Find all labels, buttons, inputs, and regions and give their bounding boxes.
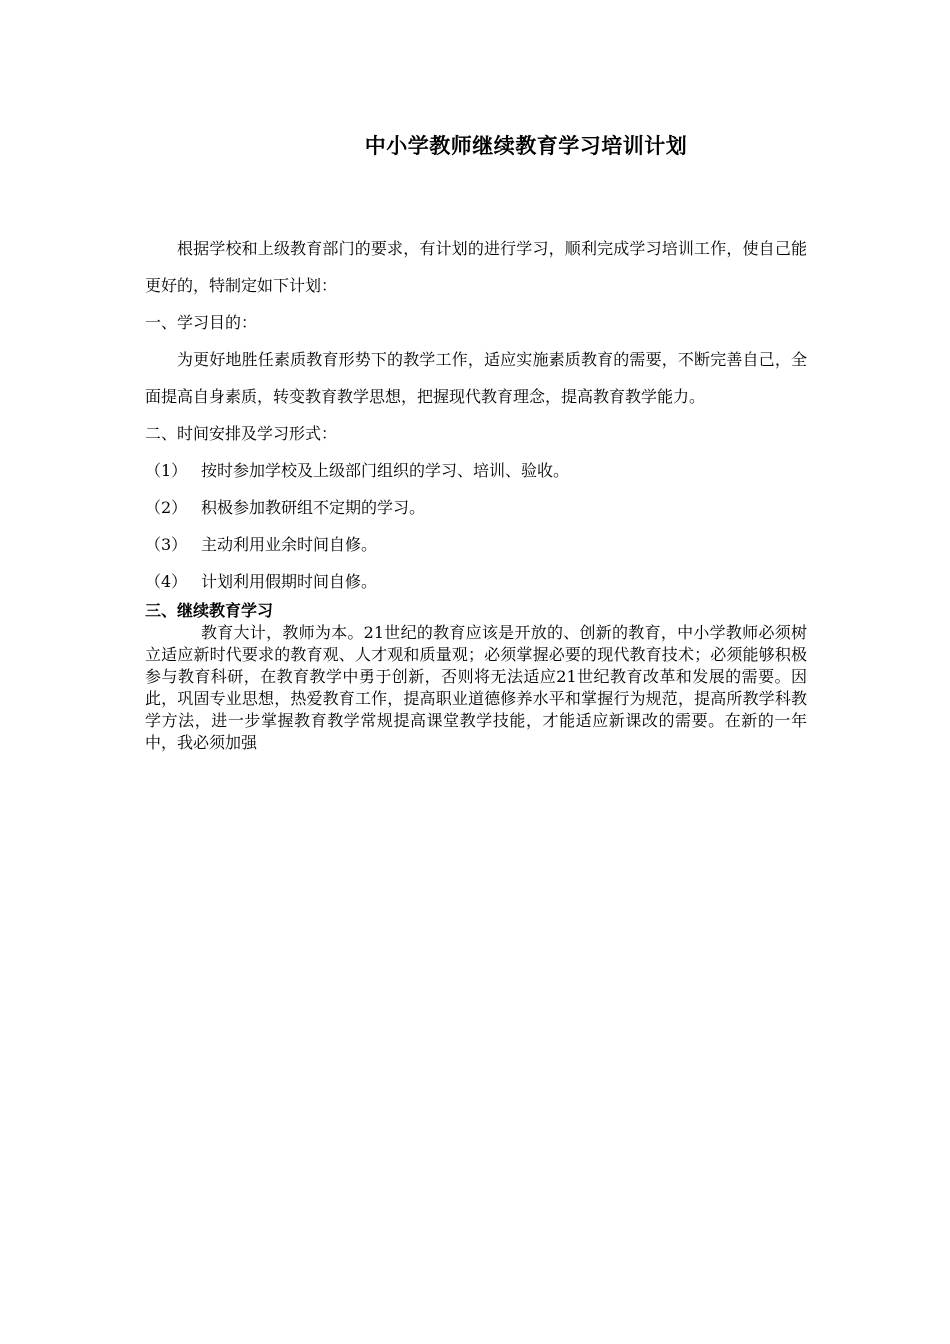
list-item bbox=[145, 452, 807, 489]
list-item-number: （3） bbox=[145, 535, 188, 554]
document-title: 中小学教师继续教育学习培训计划 bbox=[364, 133, 688, 158]
list-item-text: 主动利用业余时间自修。 bbox=[201, 535, 378, 554]
list-item-number: （2） bbox=[145, 498, 188, 517]
list-item bbox=[145, 563, 807, 600]
section-3-heading: 三、继续教育学习 bbox=[145, 601, 274, 620]
section-3-paragraph: 教育大计，教师为本。21世纪的教育应该是开放的、创新的教育，中小学教师必须树立适应新时代要求的教育观、人才观和质量观；必须掌握必要的现代教育技术；必须能够积极参与教育科研，在教育教学中勇于创新，否则将无法适应21世纪教育改革和发展的需要。因此，巩固专业思想，热爱教育工作，提高职业道德修养水平和掌握行为规范，提高所教学科教学方法，进一步掌握教育教学常规提高课堂教学技能，才能适应新课改的需要。在新的一年中，我必须加强 bbox=[145, 623, 807, 752]
intro-paragraph: 根据学校和上级教育部门的要求，有计划的进行学习，顺利完成学习培训工作，使自己能更好的，特制定如下计划： bbox=[145, 239, 807, 295]
list-item bbox=[145, 526, 807, 563]
list-item-text: 计划利用假期时间自修。 bbox=[201, 572, 378, 591]
section-1-paragraph: 为更好地胜任素质教育形势下的教学工作，适应实施素质教育的需要，不断完善自己，全面提高自身素质，转变教育教学思想，把握现代教育理念，提高教育教学能力。 bbox=[145, 350, 807, 406]
section-1-heading: 一、学习目的： bbox=[145, 313, 258, 332]
list-item bbox=[145, 489, 807, 526]
list-item-number: （4） bbox=[145, 572, 188, 591]
list-item-text: 按时参加学校及上级部门组织的学习、培训、验收。 bbox=[201, 461, 570, 480]
document-body bbox=[145, 230, 807, 754]
list-item-number: （1） bbox=[145, 461, 188, 480]
section-2-heading: 二、时间安排及学习形式： bbox=[145, 424, 338, 443]
list-item-text: 积极参加教研组不定期的学习。 bbox=[201, 498, 426, 517]
